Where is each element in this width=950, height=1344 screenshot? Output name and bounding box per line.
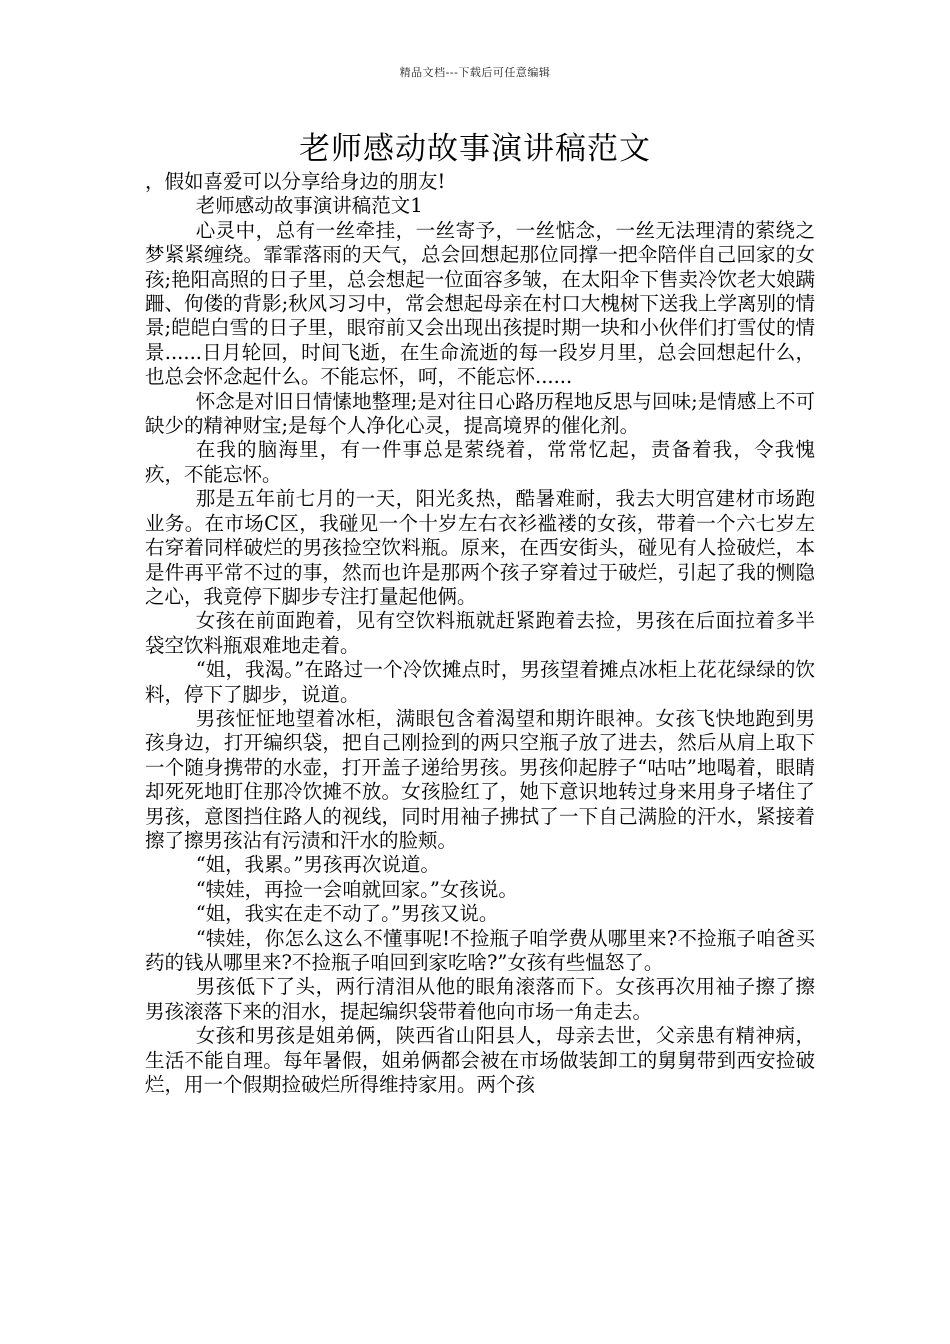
paragraph: 心灵中，总有一丝牵挂，一丝寄予，一丝惦念，一丝无法理清的萦绕之梦紧紧缠绕。霏霏落雨的天气，总会回想起那位同撑一把伞陪伴自己回家的女孩;艳阳高照的日子里，总会想起一位面容多皱，在太阳伞下售卖冷饮老大娘蹒跚、佝偻的背影;秋风习习中，常会想起母亲在村口大槐树下送我上学离别的情景;皑皑白雪的日子里，眼帘前又会出现出孩提时期一块和小伙伴们打雪仗的情景......日月轮回，时间飞逝，在生命流逝的每一段岁月里，总会回想起什么，也总会怀念起什么。不能忘怀，呵，不能忘怀...... [145,218,815,389]
paragraph: 女孩和男孩是姐弟俩，陕西省山阳县人，母亲去世，父亲患有精神病，生活不能自理。每年暑假，姐弟俩都会被在市场做装卸工的舅舅带到西安捡破烂，用一个假期捡破烂所得维持家用。两个孩 [145,1024,815,1097]
paragraph: “姐，我渴。”在路过一个冷饮摊点时，男孩望着摊点冰柜上花花绿绿的饮料，停下了脚步，说道。 [145,658,815,706]
paragraph: “姐，我实在走不动了。”男孩又说。 [195,902,499,926]
document-title: 老师感动故事演讲稿范文 [299,131,651,167]
paragraph: 男孩怔怔地望着冰柜，满眼包含着渴望和期许眼神。女孩飞快地跑到男孩身边，打开编织袋，把自己刚捡到的两只空瓶子放了进去，然后从肩上取下一个随身携带的水壶，打开盖子递给男孩。男孩仰起脖子“咕咕”地喝着，眼睛却死死地盯住那冷饮摊不放。女孩脸红了，她下意识地转过身来用身子堵住了男孩，意图挡住路人的视线，同时用袖子拂拭了一下自己满脸的汗水，紧接着擦了擦男孩沾有污渍和汗水的脸颊。 [145,706,815,852]
header-note: 精品文档---下载后可任意编辑 [399,66,551,79]
document-body [145,170,815,1097]
paragraph: 那是五年前七月的一天，阳光炙热，酷暑难耐，我去大明宫建材市场跑业务。在市场C区，我碰见一个十岁左右衣衫褴褛的女孩，带着一个六七岁左右穿着同样破烂的男孩捡空饮料瓶。原来，在西安街头，碰见有人捡破烂，本是件再平常不过的事，然而也许是那两个孩子穿着过于破烂，引起了我的恻隐之心，我竟停下脚步专注打量起他俩。 [145,487,815,608]
paragraph: 怀念是对旧日情愫地整理;是对往日心路历程地反思与回味;是情感上不可缺少的精神财宝;是每个人净化心灵，提高境界的催化剂。 [145,389,815,438]
intro-line: ，假如喜爱可以分享给身边的朋友! [145,170,446,193]
paragraph: “犊娃，你怎么这么不懂事呢!不捡瓶子咱学费从哪里来?不捡瓶子咱爸买药的钱从哪里来?不捡瓶子咱回到家吃啥?”女孩有些愠怒了。 [145,926,815,974]
paragraph: 男孩低下了头，两行清泪从他的眼角滚落而下。女孩再次用袖子擦了擦男孩滚落下来的泪水，提起编织袋带着他向市场一角走去。 [145,975,815,1023]
section-heading: 老师感动故事演讲稿范文1 [195,194,423,218]
paragraph: “姐，我累。”男孩再次说道。 [195,853,440,877]
paragraph: “犊娃，再捡一会咱就回家。”女孩说。 [195,877,518,901]
paragraph: 女孩在前面跑着，见有空饮料瓶就赶紧跑着去捡，男孩在后面拉着多半袋空饮料瓶艰难地走着。 [145,609,815,657]
paragraph: 在我的脑海里，有一件事总是萦绕着，常常忆起，责备着我，令我愧疚，不能忘怀。 [145,438,815,486]
